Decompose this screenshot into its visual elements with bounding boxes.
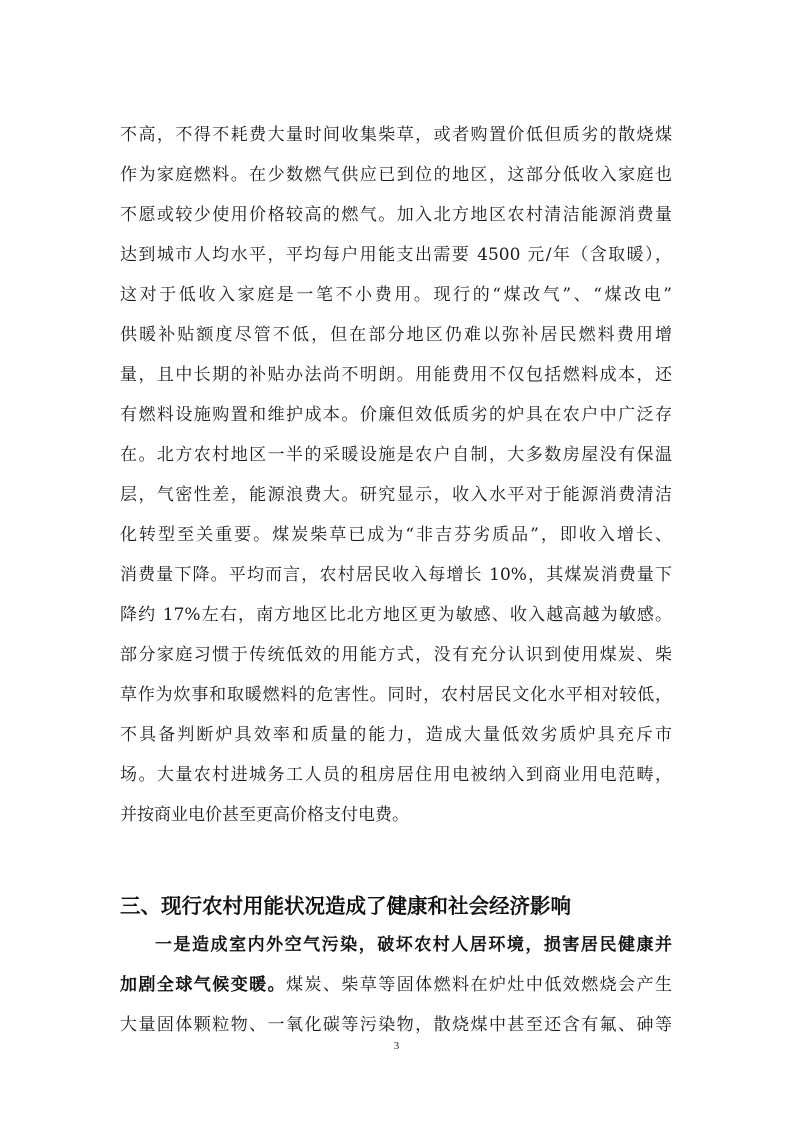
- section-para-line: [155, 930, 672, 960]
- body-line: 不愿或较少使用价格较高的燃气。加入北方地区农村清洁能源消费量: [120, 205, 672, 225]
- body-line: 草作为炊事和取暖燃料的危害性。同时，农村居民文化水平相对较低，: [120, 685, 672, 705]
- body-line: 在。北方农村地区一半的采暖设施是农户自制，大多数房屋没有保温: [120, 445, 672, 465]
- body-line: 供暖补贴额度尽管不低，但在部分地区仍难以弥补居民燃料费用增: [120, 325, 672, 345]
- page-number: 3: [393, 1040, 400, 1052]
- body-line: 量，且中长期的补贴办法尚不明朗。用能费用不仅包括燃料成本，还: [120, 365, 672, 385]
- body-line: 这对于低收入家庭是一笔不小费用。现行的“煤改气”、“煤改电”: [120, 285, 672, 305]
- body-line: 作为家庭燃料。在少数燃气供应已到位的地区，这部分低收入家庭也: [120, 165, 672, 185]
- body-line: 达到城市人均水平，平均每户用能支出需要 4500 元/年（含取暖），: [120, 245, 672, 265]
- section-para-line: 大量固体颗粒物、一氧化碳等污染物，散烧煤中甚至还含有氟、砷等: [120, 1015, 672, 1035]
- body-line: 不具备判断炉具效率和质量的能力，造成大量低效劣质炉具充斥市: [120, 725, 672, 745]
- section-para-line: [120, 970, 672, 1000]
- bold-lead-text: 一是造成室内外空气污染，破坏农村人居环境，损害居民健康并: [155, 935, 672, 955]
- para-text: 煤炭、柴草等固体燃料在炉灶中低效燃烧会产生: [286, 975, 672, 995]
- body-line: 化转型至关重要。煤炭柴草已成为“非吉芬劣质品”，即收入增长、: [120, 525, 672, 545]
- body-line: 降约 17%左右，南方地区比北方地区更为敏感、收入越高越为敏感。: [120, 605, 672, 625]
- bold-lead-text: 加剧全球气候变暖。: [120, 975, 287, 995]
- body-line: 消费量下降。平均而言，农村居民收入每增长 10%，其煤炭消费量下: [120, 565, 672, 585]
- body-line: 并按商业电价甚至更高价格支付电费。: [120, 805, 409, 825]
- body-line: 部分家庭习惯于传统低效的用能方式，没有充分认识到使用煤炭、柴: [120, 645, 672, 665]
- body-line: 不高，不得不耗费大量时间收集柴草，或者购置价低但质劣的散烧煤: [120, 125, 672, 145]
- body-line: 有燃料设施购置和维护成本。价廉但效低质劣的炉具在农户中广泛存: [120, 405, 672, 425]
- body-line: 层，气密性差，能源浪费大。研究显示，收入水平对于能源消费清洁: [120, 485, 672, 505]
- body-line: 场。大量农村进城务工人员的租房居住用电被纳入到商业用电范畴，: [120, 765, 672, 785]
- section-heading: 三、现行农村用能状况造成了健康和社会经济影响: [120, 894, 571, 918]
